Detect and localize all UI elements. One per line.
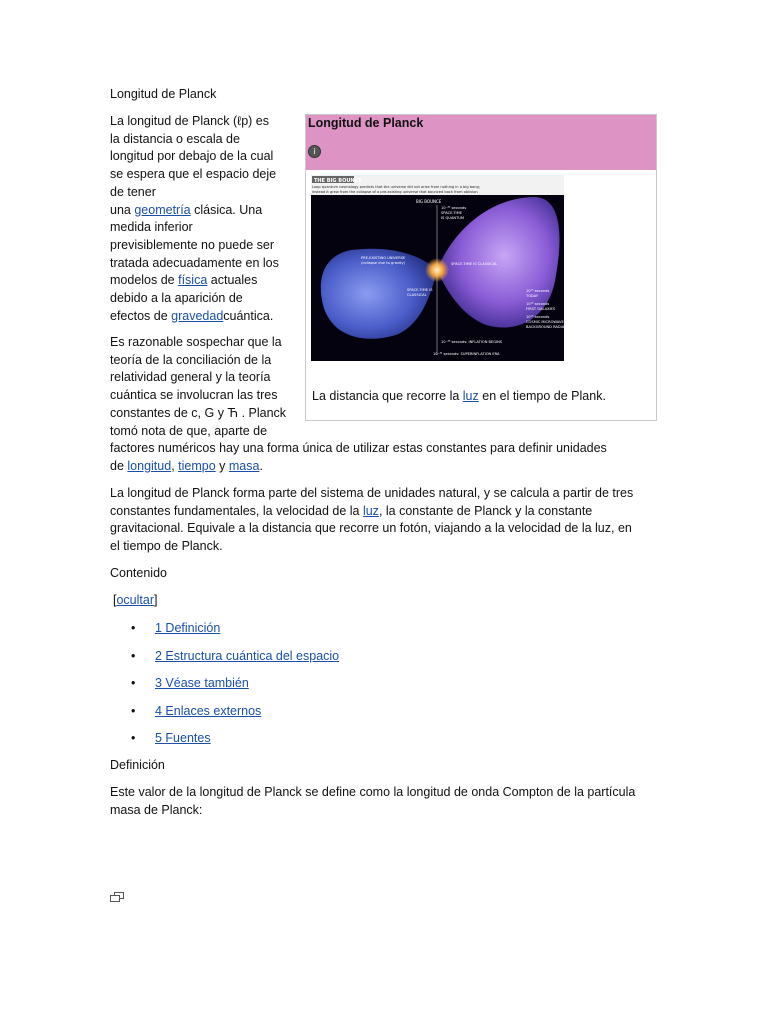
planck-constants-paragraph-cont (110, 440, 670, 475)
text-line: medida inferior (110, 220, 193, 235)
image-label: BACKGROUND RADIATION (526, 325, 573, 329)
image-label: 10¹⁷ seconds (526, 289, 550, 293)
link-tiempo[interactable]: tiempo (178, 458, 216, 473)
toc-link-enlaces[interactable]: 4 Enlaces externos (155, 703, 262, 718)
text-line: masa de Planck: (110, 802, 203, 817)
text-line: Este valor de la longitud de Planck se define como la longitud de onda Compton de la partícula (110, 785, 636, 799)
link-luz-caption[interactable]: luz (462, 389, 479, 403)
text-span: , la constante de Planck y la constante (378, 503, 593, 518)
intro-paragraph (110, 113, 295, 325)
contents-heading: Contenido (110, 566, 167, 580)
page-title: Longitud de Planck (110, 87, 217, 101)
text-line (110, 503, 670, 521)
text-line: tomó nota de que, aparte de (110, 423, 268, 438)
bracket: [ (113, 593, 117, 607)
infobox-title: Longitud de Planck (308, 116, 424, 130)
link-gravedad[interactable]: gravedad (171, 308, 224, 323)
bullet: • (131, 676, 136, 690)
window-front (111, 896, 120, 902)
text-span: de (110, 458, 128, 473)
contents-toggle (113, 592, 158, 610)
image-label: SPACE-TIME IS (407, 288, 433, 292)
text-line: la distancia o escala de (110, 131, 240, 146)
toc-link-estructura[interactable]: 2 Estructura cuántica del espacio (155, 648, 340, 663)
link-luz[interactable]: luz (362, 503, 379, 518)
infobox (305, 114, 657, 421)
image-label: 10¹⁶ seconds (526, 302, 550, 306)
window-restore-icon[interactable] (110, 892, 124, 902)
text-line: se espera que el espacio deje (110, 167, 277, 182)
text-span: modelos de (110, 273, 179, 288)
text-span: clásica. Una (190, 202, 263, 217)
text-line: de tener (110, 184, 156, 199)
text-span: una (110, 202, 135, 217)
text-line (110, 202, 295, 220)
image-banner-subtitle: Loop quantum cosmology predicts that the universe did not arise from nothing in a big bang; (312, 185, 480, 189)
text-line: constantes de c, G y Ћ . Planck (110, 405, 287, 420)
image-label: SPACE-TIME IS CLASSICAL (451, 262, 498, 266)
info-icon[interactable]: i (308, 145, 321, 158)
text-line: el tiempo de Planck. (110, 539, 223, 554)
text-line (110, 458, 670, 476)
toc-link-definicion[interactable]: 1 Definición (155, 621, 221, 635)
text-line: teoría de la conciliación de la (110, 352, 272, 367)
hide-contents-link[interactable]: ocultar (116, 593, 155, 607)
text-line: gravitacional. Equivale a la distancia que recorre un fotón, viajando a la velocidad de la luz, en (110, 521, 632, 536)
natural-units-paragraph (110, 485, 670, 556)
text-line: relatividad general y la teoría (110, 370, 271, 385)
text-line: La longitud de Planck (ℓp) es (110, 114, 269, 128)
text-line: longitud por debajo de la cual (110, 149, 274, 164)
image-label: 10⁻⁴³ seconds (441, 206, 467, 210)
image-label: 10⁻³⁶ seconds: INFLATION BEGINS (441, 340, 503, 344)
image-label: BIG BOUNCE (416, 199, 442, 204)
text-line: factores numéricos hay una forma única de utilizar estas constantes para definir unidades (110, 441, 607, 455)
bullet: • (131, 731, 136, 745)
text-line: debido a la aparición de (110, 291, 243, 306)
text-line: Es razonable sospechar que la (110, 335, 282, 349)
big-bounce-image[interactable] (311, 175, 573, 361)
text-line: tratada adecuadamente en los (110, 255, 279, 270)
text-span: cuántica. (223, 308, 274, 323)
link-masa[interactable]: masa (228, 458, 260, 473)
link-fisica[interactable]: física (178, 273, 208, 288)
text-span: en el tiempo de Plank. (478, 389, 606, 403)
text-line (110, 308, 295, 326)
link-geometria[interactable]: geometría (134, 202, 191, 217)
text-span: , (171, 458, 179, 473)
text-span: y (215, 458, 229, 473)
image-label: TODAY (526, 294, 539, 298)
text-line: cuántica se involucran las tres (110, 388, 278, 403)
text-span: . (259, 458, 263, 473)
image-label: CLASSICAL (407, 293, 427, 297)
infobox-caption (312, 389, 606, 403)
text-span: constantes fundamentales, la velocidad de la (110, 503, 363, 518)
bracket: ] (154, 593, 158, 607)
bullet: • (131, 621, 136, 635)
planck-constants-paragraph (110, 334, 300, 440)
bullet: • (131, 703, 136, 718)
text-span: La distancia que recorre la (312, 389, 463, 403)
image-label: FIRST GALAXIES (526, 307, 556, 311)
text-line (110, 272, 295, 290)
image-label: 10⁻³² seconds: SUPERINFLATION ERA (433, 352, 500, 356)
link-longitud[interactable]: longitud (127, 458, 172, 473)
image-label: 10¹³ seconds (526, 315, 550, 319)
infobox-header (306, 115, 656, 170)
image-label: IS QUANTUM (441, 216, 465, 220)
image-banner-subtitle: instead it grew from the collapse of a pre-existing universe that bounced back from oblivion (312, 190, 478, 194)
toc-link-fuentes[interactable]: 5 Fuentes (155, 731, 211, 745)
text-line: La longitud de Planck forma parte del sistema de unidades natural, y se calcula a partir de tres (110, 486, 634, 500)
image-label: (collapse due to gravity) (361, 261, 405, 265)
bullet: • (131, 648, 136, 663)
image-label: PRE-EXISTING UNIVERSE (361, 256, 406, 260)
image-banner-label: THE BIG BOUNCE (314, 178, 362, 184)
text-span: actuales (207, 273, 258, 288)
definition-paragraph (110, 784, 670, 819)
definition-heading: Definición (110, 758, 165, 772)
toc-link-vease[interactable]: 3 Véase también (155, 676, 249, 690)
image-label: SPACE-TIME (441, 211, 462, 215)
image-label: COSMIC MICROWAVE (526, 320, 564, 324)
text-span: efectos de (110, 308, 172, 323)
text-line: previsiblemente no puede ser (110, 237, 274, 252)
